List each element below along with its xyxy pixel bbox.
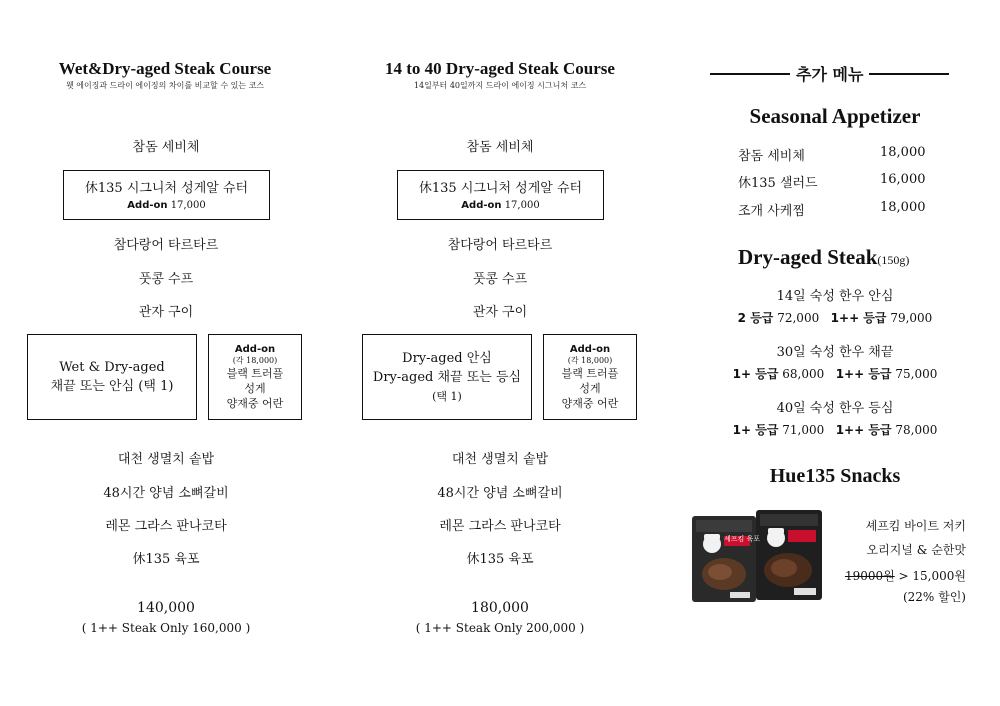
course2-subtitle: 14일부터 40일까지 드라이 에이징 시그니처 코스 [413, 81, 587, 90]
course1-dish-1: 참돔 세비체 [132, 140, 200, 155]
steak-item-3-prices: 1+ 등급 71,000 1++ 등급 78,000 [732, 423, 938, 437]
course2-price: 180,000 [471, 600, 529, 616]
steak-item-2-name: 30일 숙성 한우 채끝 [776, 345, 894, 360]
course1-price-note: ( 1++ Steak Only 160,000 ) [81, 621, 251, 635]
course2-main-line1: Dry-aged 안심 [402, 350, 492, 366]
course2-dish-5: 대천 생멸치 솥밥 [451, 452, 549, 467]
course1-dish-2: 참다랑어 타르타르 [113, 238, 219, 253]
course2-dish-1: 참돔 세비체 [466, 140, 534, 155]
snack-line-1: 셰프킴 바이트 저키 [865, 519, 966, 533]
course2-dish-7: 레몬 그라스 판나코타 [439, 519, 561, 534]
course2-addon-item-2: 성게 [579, 381, 601, 395]
course1-addon-price: (각 18,000) [232, 355, 278, 365]
snack-old-price: 19000원 [844, 569, 895, 583]
course1-dish-8: 休135 육포 [132, 552, 200, 567]
steak-item-1-prices: 2 등급 72,000 1++ 등급 79,000 [737, 311, 933, 325]
course1-main-box [27, 334, 197, 420]
snack-price-line [845, 567, 966, 584]
steak-weight: (150g) [877, 253, 910, 267]
course2-title: 14 to 40 Dry-aged Steak Course [385, 59, 615, 78]
course2-main-line2: Dry-aged 채끝 또는 등심 [372, 369, 522, 385]
appetizer-title: Seasonal Appetizer [749, 104, 921, 128]
appetizer-item-2-name: 休135 샐러드 [738, 176, 818, 191]
course2-dish-4: 관자 구이 [472, 305, 528, 320]
header-rule-right [869, 73, 949, 75]
jerky-package-image [690, 508, 830, 604]
course1-price: 140,000 [137, 600, 195, 616]
course1-dish-3: 풋콩 수프 [138, 272, 194, 287]
course1-main-line1: Wet & Dry-aged [59, 360, 165, 375]
extra-menu-title: 추가 메뉴 [796, 65, 864, 84]
jerky-package-label: 셰프킴 육포 [724, 535, 761, 543]
course2-addon-price: (각 18,000) [567, 355, 613, 365]
extra-menu-header [710, 62, 960, 85]
snack-discount: (22% 할인) [902, 590, 966, 604]
snack-line-2: 오리지널 & 순한맛 [866, 543, 966, 557]
course1-uni-box [63, 170, 270, 220]
course2-dish-8: 休135 육포 [466, 552, 534, 567]
header-rule-left [710, 73, 790, 75]
course1-dish-5: 대천 생멸치 솥밥 [117, 452, 215, 467]
course1-dish-7: 레몬 그라스 판나코타 [105, 519, 227, 534]
steak-item-2-prices: 1+ 등급 68,000 1++ 등급 75,000 [732, 367, 938, 381]
appetizer-item-1-price: 18,000 [880, 145, 926, 160]
appetizer-item-2-price: 16,000 [880, 172, 926, 187]
steak-title [738, 245, 909, 270]
course2-dish-6: 48시간 양념 소뼈갈비 [437, 486, 563, 501]
course1-addon-box [208, 334, 302, 420]
course2-main-box [362, 334, 532, 420]
course2-uni-box [397, 170, 604, 220]
course1-subtitle: 웻 에이징과 드라이 에이징의 차이를 비교할 수 있는 코스 [65, 81, 265, 90]
appetizer-item-1-name: 참돔 세비체 [738, 149, 805, 164]
course1-addon-item-2: 성게 [244, 381, 266, 395]
course1-dish-4: 관자 구이 [138, 305, 194, 320]
appetizer-item-3-price: 18,000 [880, 200, 926, 215]
course2-addon-item-3: 양재중 어란 [561, 396, 619, 410]
course1-addon-item-3: 양재중 어란 [226, 396, 284, 410]
steak-item-1-name: 14일 숙성 한우 안심 [776, 289, 894, 304]
course1-main-line2: 채끝 또는 안심 (택 1) [50, 379, 174, 394]
course2-addon-head: Add-on [569, 343, 611, 355]
course1-addon-item-1: 블랙 트러플 [226, 366, 284, 380]
course1-addon-head: Add-on [234, 343, 276, 355]
course2-dish-2: 참다랑어 타르타르 [447, 238, 553, 253]
course2-uni-name: 休135 시그니처 성게알 슈터 [418, 181, 583, 196]
steak-title-text: Dry-aged Steak [738, 245, 878, 269]
course2-dish-3: 풋콩 수프 [472, 272, 528, 287]
appetizer-item-3-name: 조개 사케찜 [738, 204, 805, 219]
course2-addon-item-1: 블랙 트러플 [561, 366, 619, 380]
course1-dish-6: 48시간 양념 소뼈갈비 [103, 486, 229, 501]
course1-title: Wet&Dry-aged Steak Course [58, 59, 272, 78]
course2-main-line3: (택 1) [432, 389, 462, 403]
snacks-title: Hue135 Snacks [769, 465, 901, 487]
course1-uni-addon: Add-on 17,000 [127, 200, 206, 211]
course2-uni-addon: Add-on 17,000 [461, 200, 540, 211]
steak-item-3-name: 40일 숙성 한우 등심 [776, 401, 894, 416]
course2-addon-box [543, 334, 637, 420]
snack-new-price: > 15,000원 [898, 569, 966, 583]
course2-price-note: ( 1++ Steak Only 200,000 ) [415, 621, 585, 635]
course1-uni-name: 休135 시그니처 성게알 슈터 [84, 181, 249, 196]
